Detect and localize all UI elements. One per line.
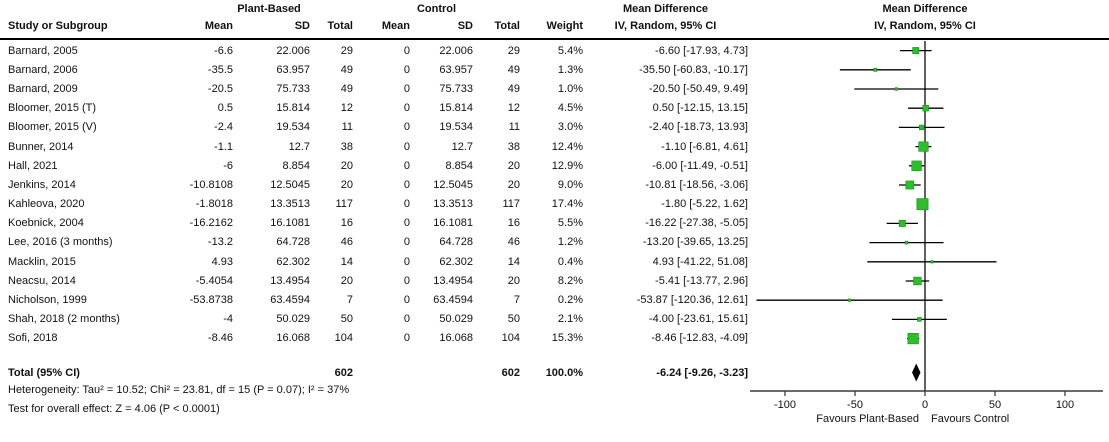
group-header-plant-based: Plant-Based — [237, 3, 301, 15]
c-sd-cell: 22.006 — [439, 44, 473, 57]
ci-text-cell: 4.93 [-41.22, 51.08] — [652, 255, 748, 268]
pb-sd-cell: 64.728 — [276, 236, 310, 249]
c-total-cell: 14 — [507, 255, 520, 268]
c-total-cell: 20 — [507, 274, 520, 287]
total-diamond — [912, 364, 920, 382]
c-total-cell: 7 — [513, 294, 520, 307]
pb-mean-cell: -6.6 — [214, 44, 233, 57]
c-mean-cell: 0 — [403, 82, 410, 95]
c-sd-cell: 8.854 — [445, 159, 473, 172]
study-name: Jenkins, 2014 — [8, 178, 76, 191]
ci-text-cell: -8.46 [-12.83, -4.09] — [651, 332, 748, 345]
c-mean-cell: 0 — [403, 217, 410, 230]
c-mean-cell: 0 — [403, 121, 410, 134]
effect-marker — [913, 47, 919, 53]
axis-tick-label: 50 — [988, 399, 1002, 411]
total-ci-text: -6.24 [-9.26, -3.23] — [656, 366, 748, 379]
effect-marker — [906, 181, 914, 189]
study-name: Macklin, 2015 — [8, 255, 76, 268]
c-total-cell: 12 — [507, 102, 520, 115]
c-mean-cell: 0 — [403, 140, 410, 153]
ci-text-cell: -53.87 [-120.36, 12.61] — [636, 294, 748, 307]
pb-total-cell: 14 — [340, 255, 353, 268]
ci-text-cell: -1.10 [-6.81, 4.61] — [661, 140, 748, 153]
pb-sd-cell: 75.733 — [276, 82, 310, 95]
c-mean-cell: 0 — [403, 274, 410, 287]
pb-mean-cell: -10.8108 — [189, 178, 233, 191]
study-name: Neacsu, 2014 — [8, 274, 76, 287]
col-pb-mean: Mean — [204, 20, 233, 32]
pb-mean-cell: -35.5 — [207, 63, 233, 76]
pb-sd-cell: 16.068 — [276, 332, 310, 345]
effect-marker — [919, 125, 924, 130]
c-total-cell: 29 — [507, 44, 520, 57]
col-md-method: IV, Random, 95% CI — [614, 20, 717, 32]
c-mean-cell: 0 — [403, 313, 410, 326]
c-sd-cell: 63.4594 — [433, 294, 473, 307]
pb-total-cell: 104 — [334, 332, 353, 345]
effect-marker — [899, 220, 905, 226]
pb-mean-cell: -8.46 — [207, 332, 233, 345]
pb-mean-cell: 4.93 — [211, 255, 233, 268]
pb-sd-cell: 19.534 — [276, 121, 310, 134]
pb-mean-cell: -20.5 — [207, 82, 233, 95]
effect-marker — [917, 317, 921, 321]
c-sd-cell: 62.302 — [439, 255, 473, 268]
weight-cell: 1.3% — [557, 63, 583, 76]
weight-cell: 1.0% — [557, 82, 583, 95]
pb-mean-cell: -53.8738 — [189, 294, 233, 307]
pb-total-cell: 20 — [340, 178, 353, 191]
c-mean-cell: 0 — [403, 294, 410, 307]
weight-cell: 4.5% — [557, 102, 583, 115]
ci-text-cell: -1.80 [-5.22, 1.62] — [661, 198, 748, 211]
study-name: Barnard, 2006 — [8, 63, 78, 76]
ci-text-cell: -6.60 [-17.93, 4.73] — [655, 44, 748, 57]
total-c-n: 602 — [501, 366, 520, 379]
plot-md-method: IV, Random, 95% CI — [874, 20, 976, 32]
pb-sd-cell: 12.7 — [288, 140, 310, 153]
col-study-or-subgroup: Study or Subgroup — [8, 20, 108, 32]
weight-cell: 2.1% — [557, 313, 583, 326]
study-name: Nicholson, 1999 — [8, 294, 87, 307]
col-c-total: Total — [494, 20, 520, 32]
col-weight: Weight — [546, 20, 583, 32]
weight-cell: 17.4% — [551, 198, 583, 211]
weight-cell: 5.4% — [557, 44, 583, 57]
ci-text-cell: -13.20 [-39.65, 13.25] — [642, 236, 748, 249]
c-sd-cell: 12.5045 — [433, 178, 473, 191]
pb-mean-cell: -2.4 — [214, 121, 233, 134]
axis-tick-label: 0 — [921, 399, 929, 411]
pb-mean-cell: -6 — [223, 159, 233, 172]
pb-mean-cell: -4 — [223, 313, 233, 326]
effect-marker — [895, 88, 898, 91]
pb-sd-cell: 13.4954 — [270, 274, 310, 287]
study-name: Kahleova, 2020 — [8, 198, 85, 211]
study-name: Bloomer, 2015 (V) — [8, 121, 97, 134]
weight-cell: 5.5% — [557, 217, 583, 230]
pb-total-cell: 20 — [340, 159, 353, 172]
study-name: Barnard, 2005 — [8, 44, 78, 57]
ci-text-cell: -4.00 [-23.61, 15.61] — [648, 313, 748, 326]
c-sd-cell: 13.4954 — [433, 274, 473, 287]
weight-cell: 0.2% — [557, 294, 583, 307]
study-name: Lee, 2016 (3 months) — [8, 236, 113, 249]
pb-sd-cell: 50.029 — [276, 313, 310, 326]
c-mean-cell: 0 — [403, 236, 410, 249]
col-pb-total: Total — [327, 20, 353, 32]
favours-left-label: Favours Plant-Based — [816, 413, 919, 425]
weight-cell: 0.4% — [557, 255, 583, 268]
ci-text-cell: -6.00 [-11.49, -0.51] — [652, 159, 748, 172]
study-name: Bunner, 2014 — [8, 140, 74, 153]
study-name: Bloomer, 2015 (T) — [8, 102, 97, 115]
c-sd-cell: 19.534 — [439, 121, 473, 134]
weight-cell: 15.3% — [551, 332, 583, 345]
study-name: Sofi, 2018 — [8, 332, 58, 345]
pb-total-cell: 117 — [335, 198, 353, 211]
pb-sd-cell: 12.5045 — [270, 178, 310, 191]
c-total-cell: 11 — [508, 121, 520, 134]
c-mean-cell: 0 — [403, 198, 410, 211]
plot-md-title: Mean Difference — [882, 3, 968, 15]
pb-sd-cell: 63.957 — [276, 63, 310, 76]
c-total-cell: 117 — [502, 198, 520, 211]
total-label: Total (95% CI) — [8, 366, 80, 379]
c-total-cell: 49 — [507, 63, 520, 76]
ci-text-cell: -5.41 [-13.77, 2.96] — [655, 274, 748, 287]
pb-total-cell: 12 — [340, 102, 353, 115]
pb-mean-cell: -16.2162 — [189, 217, 233, 230]
pb-total-cell: 16 — [340, 217, 353, 230]
study-name: Koebnick, 2004 — [8, 217, 84, 230]
c-sd-cell: 50.029 — [439, 313, 473, 326]
c-mean-cell: 0 — [403, 159, 410, 172]
col-pb-sd: SD — [294, 20, 310, 32]
c-sd-cell: 63.957 — [439, 63, 473, 76]
weight-cell: 12.4% — [551, 140, 583, 153]
study-name: Barnard, 2009 — [8, 82, 78, 95]
heterogeneity-text: Heterogeneity: Tau² = 10.52; Chi² = 23.81, df = 15 (P = 0.07); I² = 37% — [8, 384, 350, 396]
pb-sd-cell: 13.3513 — [270, 198, 310, 211]
c-sd-cell: 16.068 — [439, 332, 473, 345]
pb-sd-cell: 16.1081 — [270, 217, 310, 230]
pb-total-cell: 49 — [340, 82, 353, 95]
effect-marker — [912, 161, 922, 171]
effect-marker — [931, 261, 934, 264]
favours-right-label: Favours Control — [931, 413, 1010, 425]
study-name: Shah, 2018 (2 months) — [8, 313, 120, 326]
pb-total-cell: 49 — [340, 63, 353, 76]
pb-mean-cell: -5.4054 — [195, 274, 233, 287]
ci-text-cell: -2.40 [-18.73, 13.93] — [648, 121, 748, 134]
ci-text-cell: -16.22 [-27.38, -5.05] — [645, 217, 748, 230]
col-c-mean: Mean — [381, 20, 410, 32]
c-total-cell: 50 — [507, 313, 520, 326]
study-name: Hall, 2021 — [8, 159, 58, 172]
c-mean-cell: 0 — [403, 255, 410, 268]
weight-cell: 8.2% — [557, 274, 583, 287]
pb-sd-cell: 63.4594 — [270, 294, 310, 307]
effect-marker — [923, 105, 929, 111]
c-mean-cell: 0 — [403, 63, 410, 76]
pb-total-cell: 29 — [340, 44, 353, 57]
pb-total-cell: 11 — [341, 121, 353, 134]
pb-total-cell: 46 — [340, 236, 353, 249]
pb-sd-cell: 15.814 — [276, 102, 310, 115]
effect-marker — [917, 199, 928, 210]
c-mean-cell: 0 — [403, 102, 410, 115]
ci-text-cell: -35.50 [-60.83, -10.17] — [639, 63, 748, 76]
pb-mean-cell: 0.5 — [217, 102, 233, 115]
effect-marker — [919, 142, 929, 152]
ci-text-cell: -20.50 [-50.49, 9.49] — [648, 82, 748, 95]
pb-total-cell: 50 — [340, 313, 353, 326]
c-sd-cell: 16.1081 — [433, 217, 473, 230]
ci-text-cell: -10.81 [-18.56, -3.06] — [645, 178, 748, 191]
axis-tick-label: -50 — [847, 399, 863, 411]
pb-mean-cell: -1.1 — [214, 140, 233, 153]
col-c-sd: SD — [457, 20, 473, 32]
pb-total-cell: 7 — [346, 294, 353, 307]
total-weight: 100.0% — [545, 366, 583, 379]
pb-mean-cell: -1.8018 — [195, 198, 233, 211]
c-total-cell: 49 — [507, 82, 520, 95]
effect-marker — [905, 241, 908, 244]
c-mean-cell: 0 — [403, 178, 410, 191]
weight-cell: 3.0% — [557, 121, 583, 134]
weight-cell: 12.9% — [551, 159, 583, 172]
effect-marker — [848, 299, 851, 302]
c-total-cell: 38 — [507, 140, 520, 153]
ci-text-cell: 0.50 [-12.15, 13.15] — [652, 102, 748, 115]
pb-sd-cell: 8.854 — [282, 159, 310, 172]
c-total-cell: 104 — [501, 332, 520, 345]
axis-tick-label: -100 — [773, 399, 797, 411]
c-mean-cell: 0 — [403, 332, 410, 345]
c-total-cell: 16 — [507, 217, 520, 230]
c-sd-cell: 15.814 — [439, 102, 473, 115]
c-total-cell: 46 — [507, 236, 520, 249]
pb-total-cell: 38 — [340, 140, 353, 153]
axis-tick-label: 100 — [1055, 399, 1075, 411]
weight-cell: 1.2% — [557, 236, 583, 249]
total-pb-n: 602 — [334, 366, 353, 379]
overall-effect-text: Test for overall effect: Z = 4.06 (P < 0.0001) — [8, 403, 220, 415]
pb-mean-cell: -13.2 — [207, 236, 233, 249]
pb-sd-cell: 62.302 — [276, 255, 310, 268]
pb-total-cell: 20 — [340, 274, 353, 287]
group-header-control: Control — [416, 3, 457, 15]
c-sd-cell: 64.728 — [439, 236, 473, 249]
weight-cell: 9.0% — [557, 178, 583, 191]
md-column-title: Mean Difference — [623, 3, 708, 15]
c-mean-cell: 0 — [403, 44, 410, 57]
c-sd-cell: 13.3513 — [433, 198, 473, 211]
c-sd-cell: 12.7 — [451, 140, 473, 153]
c-total-cell: 20 — [507, 178, 520, 191]
effect-marker — [908, 333, 919, 344]
effect-marker — [914, 277, 922, 285]
pb-sd-cell: 22.006 — [276, 44, 310, 57]
c-total-cell: 20 — [507, 159, 520, 172]
c-sd-cell: 75.733 — [439, 82, 473, 95]
effect-marker — [874, 68, 877, 71]
